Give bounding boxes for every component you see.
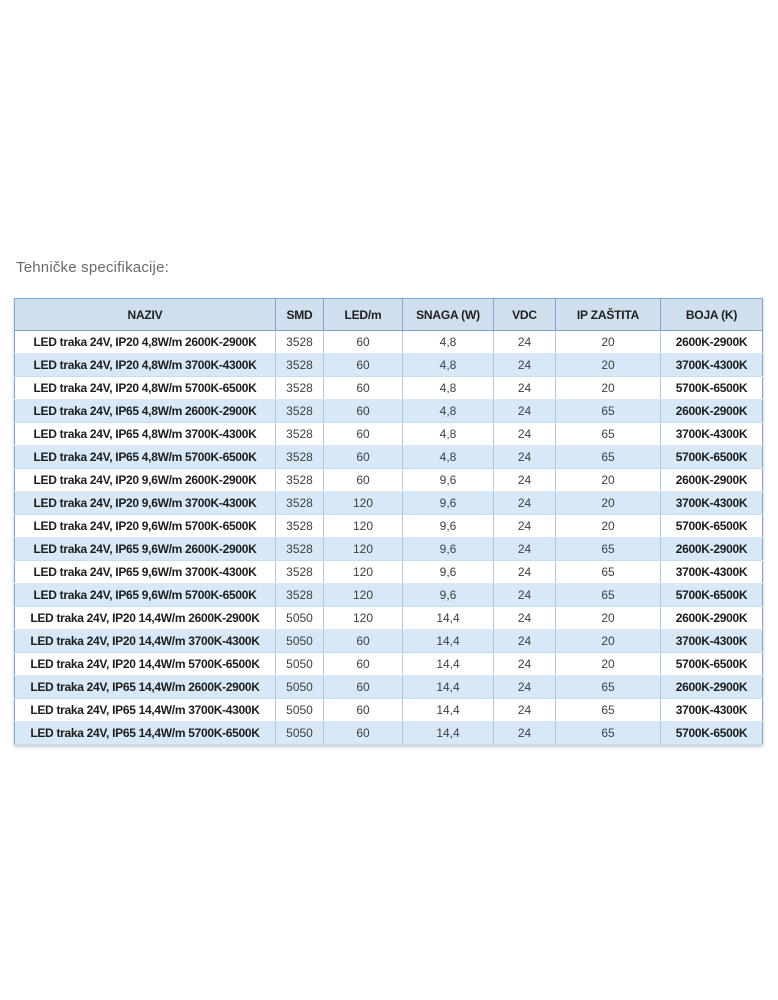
cell-boja: 3700K-4300K [661,492,763,515]
cell-snaga: 4,8 [403,446,494,469]
table-row [15,354,763,377]
cell-naziv: LED traka 24V, IP20 9,6W/m 5700K-6500K [15,515,276,538]
cell-ledm: 120 [324,515,403,538]
cell-smd: 5050 [276,653,324,676]
cell-boja: 3700K-4300K [661,354,763,377]
cell-ip: 20 [556,515,661,538]
cell-smd: 5050 [276,607,324,630]
cell-boja: 2600K-2900K [661,331,763,354]
column-header-smd: SMD [276,299,324,331]
cell-ledm: 120 [324,607,403,630]
spec-table [14,298,763,745]
table-row [15,469,763,492]
cell-smd: 5050 [276,630,324,653]
cell-naziv: LED traka 24V, IP65 14,4W/m 5700K-6500K [15,722,276,745]
cell-vdc: 24 [494,331,556,354]
header-row [15,299,763,331]
table-row [15,584,763,607]
cell-ledm: 60 [324,722,403,745]
table-row [15,699,763,722]
cell-ip: 20 [556,630,661,653]
cell-smd: 3528 [276,515,324,538]
cell-boja: 5700K-6500K [661,446,763,469]
cell-ip: 20 [556,492,661,515]
cell-smd: 3528 [276,584,324,607]
cell-vdc: 24 [494,469,556,492]
cell-smd: 3528 [276,354,324,377]
cell-boja: 3700K-4300K [661,630,763,653]
cell-smd: 3528 [276,446,324,469]
table-row [15,492,763,515]
column-header-boja: BOJA (K) [661,299,763,331]
table-row [15,400,763,423]
column-header-ip: IP ZAŠTITA [556,299,661,331]
cell-snaga: 9,6 [403,492,494,515]
column-header-ledm: LED/m [324,299,403,331]
cell-vdc: 24 [494,492,556,515]
cell-vdc: 24 [494,354,556,377]
cell-snaga: 9,6 [403,584,494,607]
cell-naziv: LED traka 24V, IP65 4,8W/m 3700K-4300K [15,423,276,446]
cell-naziv: LED traka 24V, IP65 14,4W/m 2600K-2900K [15,676,276,699]
cell-ledm: 60 [324,377,403,400]
cell-naziv: LED traka 24V, IP20 9,6W/m 2600K-2900K [15,469,276,492]
cell-ip: 65 [556,423,661,446]
cell-vdc: 24 [494,515,556,538]
cell-smd: 3528 [276,492,324,515]
cell-naziv: LED traka 24V, IP65 9,6W/m 2600K-2900K [15,538,276,561]
cell-naziv: LED traka 24V, IP65 9,6W/m 3700K-4300K [15,561,276,584]
cell-ledm: 120 [324,561,403,584]
table-row [15,423,763,446]
cell-vdc: 24 [494,699,556,722]
cell-ip: 65 [556,676,661,699]
cell-snaga: 4,8 [403,400,494,423]
cell-vdc: 24 [494,538,556,561]
cell-vdc: 24 [494,653,556,676]
cell-ledm: 60 [324,423,403,446]
cell-smd: 3528 [276,331,324,354]
cell-snaga: 4,8 [403,354,494,377]
cell-boja: 3700K-4300K [661,699,763,722]
cell-ledm: 120 [324,584,403,607]
spec-table-body [15,331,763,745]
cell-naziv: LED traka 24V, IP65 14,4W/m 3700K-4300K [15,699,276,722]
cell-ledm: 60 [324,400,403,423]
table-row [15,722,763,745]
cell-ledm: 60 [324,354,403,377]
cell-ip: 65 [556,722,661,745]
cell-ip: 20 [556,607,661,630]
cell-smd: 3528 [276,377,324,400]
cell-ledm: 60 [324,446,403,469]
cell-ledm: 60 [324,676,403,699]
cell-boja: 2600K-2900K [661,607,763,630]
cell-snaga: 14,4 [403,722,494,745]
table-row [15,561,763,584]
cell-boja: 2600K-2900K [661,538,763,561]
cell-ip: 65 [556,584,661,607]
cell-snaga: 4,8 [403,377,494,400]
cell-smd: 5050 [276,722,324,745]
cell-snaga: 4,8 [403,423,494,446]
table-row [15,538,763,561]
cell-boja: 5700K-6500K [661,377,763,400]
column-header-snaga: SNAGA (W) [403,299,494,331]
cell-naziv: LED traka 24V, IP20 4,8W/m 2600K-2900K [15,331,276,354]
spec-table-header [15,299,763,331]
cell-ledm: 60 [324,630,403,653]
cell-ledm: 60 [324,699,403,722]
cell-vdc: 24 [494,630,556,653]
cell-naziv: LED traka 24V, IP20 4,8W/m 5700K-6500K [15,377,276,400]
cell-snaga: 14,4 [403,676,494,699]
cell-snaga: 14,4 [403,607,494,630]
cell-snaga: 14,4 [403,653,494,676]
cell-boja: 2600K-2900K [661,676,763,699]
cell-boja: 5700K-6500K [661,584,763,607]
cell-snaga: 9,6 [403,515,494,538]
cell-snaga: 14,4 [403,630,494,653]
cell-smd: 5050 [276,676,324,699]
cell-ledm: 60 [324,469,403,492]
cell-vdc: 24 [494,676,556,699]
cell-naziv: LED traka 24V, IP20 14,4W/m 5700K-6500K [15,653,276,676]
table-row [15,377,763,400]
cell-ip: 20 [556,653,661,676]
cell-vdc: 24 [494,561,556,584]
cell-smd: 3528 [276,469,324,492]
table-row [15,676,763,699]
table-row [15,630,763,653]
cell-snaga: 9,6 [403,469,494,492]
cell-boja: 3700K-4300K [661,423,763,446]
cell-smd: 5050 [276,699,324,722]
cell-ip: 65 [556,561,661,584]
cell-naziv: LED traka 24V, IP65 4,8W/m 5700K-6500K [15,446,276,469]
cell-ip: 65 [556,538,661,561]
column-header-naziv: NAZIV [15,299,276,331]
cell-vdc: 24 [494,423,556,446]
table-row [15,446,763,469]
cell-ip: 65 [556,446,661,469]
cell-smd: 3528 [276,538,324,561]
cell-smd: 3528 [276,423,324,446]
cell-vdc: 24 [494,400,556,423]
cell-snaga: 4,8 [403,331,494,354]
cell-vdc: 24 [494,607,556,630]
column-header-vdc: VDC [494,299,556,331]
cell-naziv: LED traka 24V, IP20 4,8W/m 3700K-4300K [15,354,276,377]
cell-vdc: 24 [494,446,556,469]
cell-naziv: LED traka 24V, IP65 4,8W/m 2600K-2900K [15,400,276,423]
cell-ip: 20 [556,469,661,492]
cell-smd: 3528 [276,561,324,584]
cell-ip: 20 [556,331,661,354]
cell-boja: 5700K-6500K [661,515,763,538]
cell-ledm: 60 [324,331,403,354]
cell-boja: 2600K-2900K [661,400,763,423]
cell-vdc: 24 [494,377,556,400]
cell-ledm: 120 [324,538,403,561]
cell-ip: 65 [556,699,661,722]
cell-boja: 5700K-6500K [661,653,763,676]
cell-smd: 3528 [276,400,324,423]
cell-ip: 20 [556,354,661,377]
cell-ledm: 120 [324,492,403,515]
cell-naziv: LED traka 24V, IP20 9,6W/m 3700K-4300K [15,492,276,515]
table-row [15,331,763,354]
page-title: Tehničke specifikacije: [16,259,170,276]
cell-snaga: 9,6 [403,538,494,561]
table-row [15,607,763,630]
cell-boja: 2600K-2900K [661,469,763,492]
cell-ip: 20 [556,377,661,400]
cell-vdc: 24 [494,584,556,607]
cell-ip: 65 [556,400,661,423]
cell-vdc: 24 [494,722,556,745]
cell-snaga: 9,6 [403,561,494,584]
table-row [15,515,763,538]
cell-snaga: 14,4 [403,699,494,722]
cell-naziv: LED traka 24V, IP65 9,6W/m 5700K-6500K [15,584,276,607]
table-row [15,653,763,676]
cell-boja: 3700K-4300K [661,561,763,584]
cell-naziv: LED traka 24V, IP20 14,4W/m 2600K-2900K [15,607,276,630]
cell-boja: 5700K-6500K [661,722,763,745]
cell-ledm: 60 [324,653,403,676]
cell-naziv: LED traka 24V, IP20 14,4W/m 3700K-4300K [15,630,276,653]
